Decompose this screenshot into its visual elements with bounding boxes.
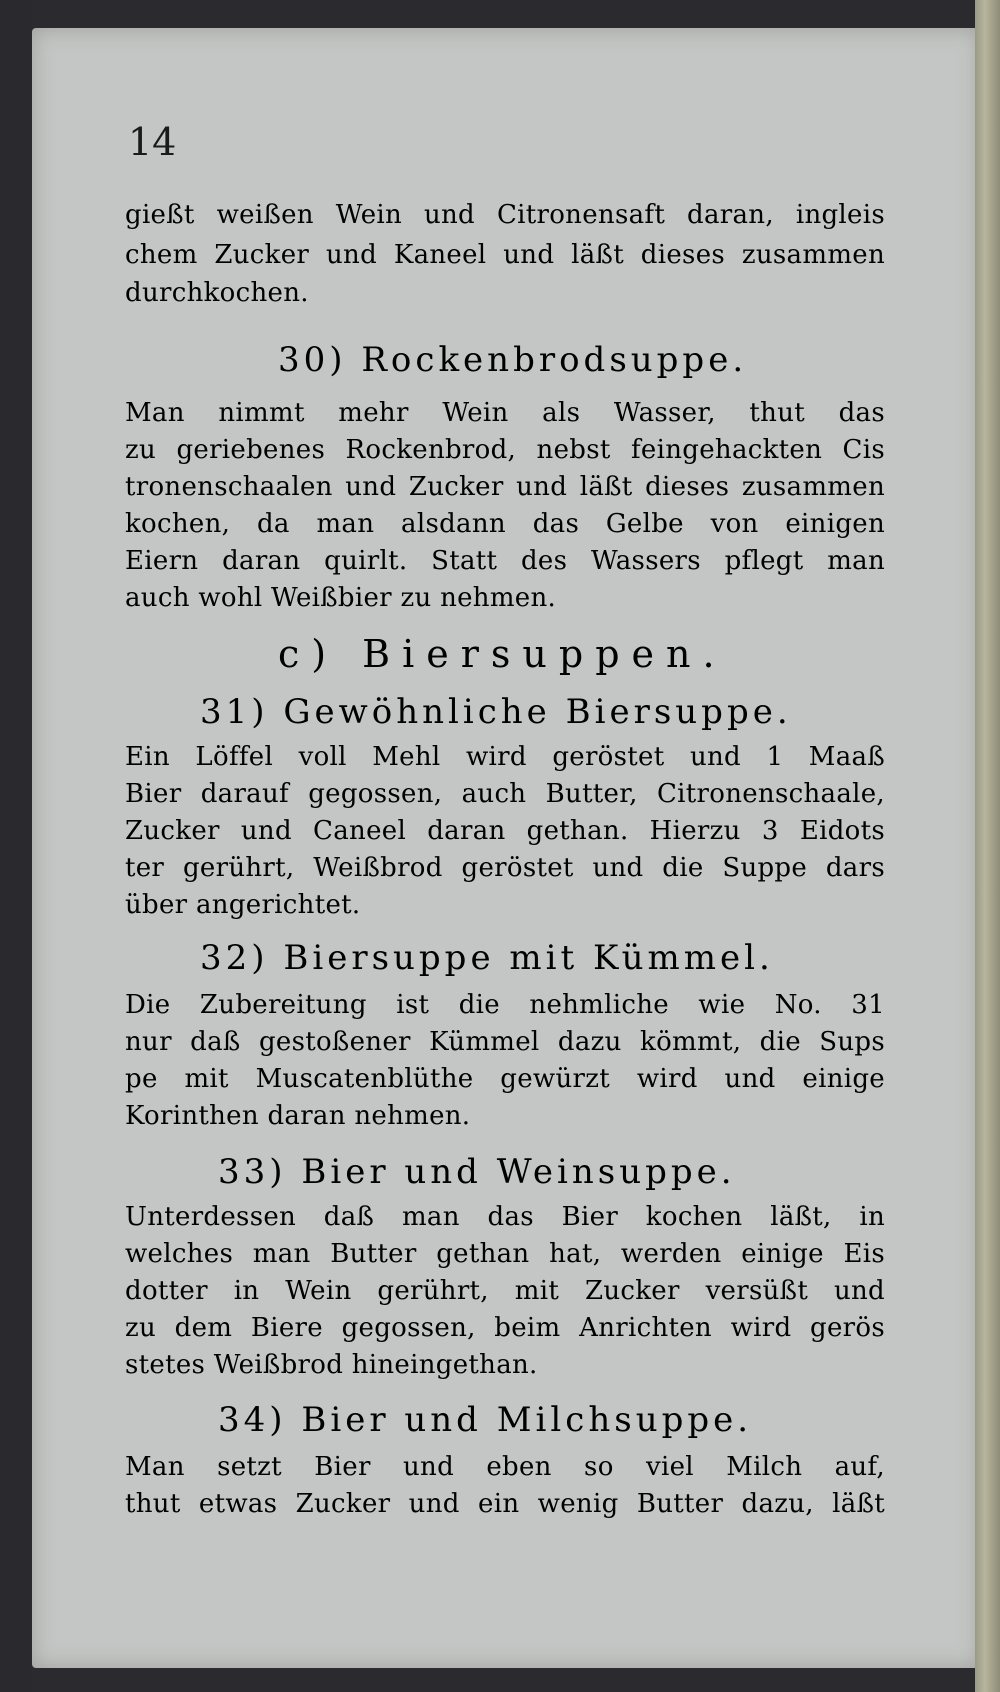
text-line: dotter in Wein gerührt, mit Zucker versüßt und	[125, 1276, 885, 1306]
text-line: pe mit Muscatenblüthe gewürzt wird und einige	[125, 1064, 885, 1094]
text-line: zu geriebenes Rockenbrod, nebst feingehackten Cis	[125, 435, 885, 465]
text-line: Man setzt Bier und eben so viel Milch auf,	[125, 1452, 885, 1482]
text-line: zu dem Biere gegossen, beim Anrichten wird gerös	[125, 1313, 885, 1343]
book-fore-edge	[975, 0, 1000, 1692]
text-line: Korinthen daran nehmen.	[125, 1101, 471, 1131]
text-line: Bier darauf gegossen, auch Butter, Citronenschaale,	[125, 779, 885, 809]
text-line: auch wohl Weißbier zu nehmen.	[125, 583, 557, 613]
recipe-heading: 33) Bier und Weinsuppe.	[218, 1152, 736, 1192]
text-line: durchkochen.	[125, 278, 309, 308]
text-line: Ein Löffel voll Mehl wird geröstet und 1 Maaß	[125, 742, 885, 772]
text-line: chem Zucker und Kaneel und läßt dieses zusammen	[125, 240, 885, 270]
text-line: thut etwas Zucker und ein wenig Butter dazu, läßt	[125, 1489, 885, 1519]
text-line: tronenschaalen und Zucker und läßt dieses zusammen	[125, 472, 885, 502]
recipe-heading: 32) Biersuppe mit Kümmel.	[200, 938, 774, 978]
recipe-heading: 31) Gewöhnliche Biersuppe.	[200, 692, 792, 732]
text-line: gießt weißen Wein und Citronensaft daran, ingleis	[125, 200, 885, 230]
text-line: Die Zubereitung ist die nehmliche wie No. 31	[125, 990, 885, 1020]
text-line: Man nimmt mehr Wein als Wasser, thut das	[125, 398, 885, 428]
text-line: stetes Weißbrod hineingethan.	[125, 1350, 538, 1380]
text-line: nur daß gestoßener Kümmel dazu kömmt, die Sups	[125, 1027, 885, 1057]
text-line: welches man Butter gethan hat, werden einige Eis	[125, 1239, 885, 1269]
section-heading: c) Biersuppen.	[278, 632, 727, 676]
text-line: ter gerührt, Weißbrod geröstet und die Suppe dars	[125, 853, 885, 883]
text-line: Unterdessen daß man das Bier kochen läßt, in	[125, 1202, 885, 1232]
text-line: kochen, da man alsdann das Gelbe von einigen	[125, 509, 885, 539]
text-line: Zucker und Caneel daran gethan. Hierzu 3 Eidots	[125, 816, 885, 846]
book-cover-edge	[0, 0, 32, 1692]
text-line: über angerichtet.	[125, 890, 361, 920]
text-line: Eiern daran quirlt. Statt des Wassers pflegt man	[125, 546, 885, 576]
recipe-heading: 30) Rockenbrodsuppe.	[278, 340, 748, 380]
recipe-heading: 34) Bier und Milchsuppe.	[218, 1400, 753, 1440]
page-number: 14	[128, 120, 177, 164]
